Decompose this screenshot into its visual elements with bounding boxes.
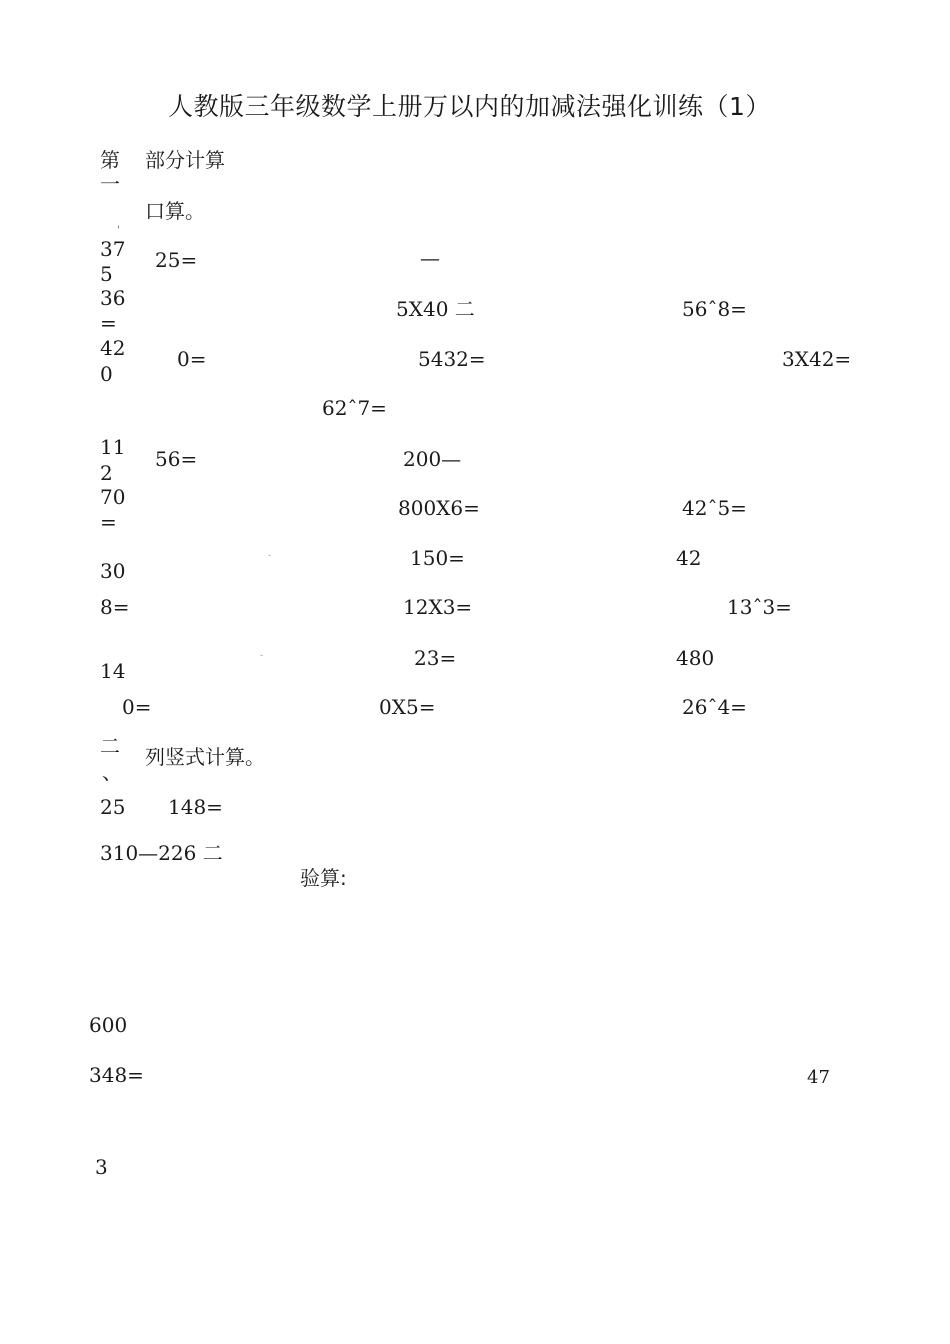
problem-row8-c: 13ˆ3= bbox=[727, 595, 792, 619]
problem-row1-a-cont: 5 bbox=[100, 262, 113, 286]
part-one-label-number: 一 bbox=[100, 172, 120, 196]
problem-row10-b: 0X5= bbox=[379, 695, 436, 719]
problem-row2-c: 56ˆ8= bbox=[682, 297, 747, 321]
problem-row3-c: 5432= bbox=[418, 347, 486, 371]
problem-row1-b: 25= bbox=[155, 248, 198, 272]
problem-row5-a-cont: 2 bbox=[100, 461, 113, 485]
vertical-problem1-a: 25 bbox=[100, 795, 126, 819]
vertical-problem3-a: 600 bbox=[89, 1013, 128, 1037]
problem-row5-b: 56= bbox=[155, 447, 198, 471]
problem-row3-a: 42 bbox=[100, 336, 126, 360]
vertical-problem2: 310—226 二 bbox=[100, 841, 223, 865]
problem-row2-b: 5X40 二 bbox=[396, 297, 475, 321]
problem-row5-a: 11 bbox=[100, 435, 126, 459]
vertical-problem3-b: 348= bbox=[89, 1063, 144, 1087]
problem-row9-a: 14 bbox=[100, 659, 126, 683]
problem-row3-a-cont: 0 bbox=[100, 362, 113, 386]
vertical-problem3-c: 47 bbox=[807, 1067, 830, 1088]
problem-row6-a-cont: = bbox=[100, 510, 117, 534]
stray-mark: - bbox=[260, 651, 264, 661]
problem-row9-c: 480 bbox=[676, 646, 715, 670]
part-one-heading: 部分计算 bbox=[145, 148, 225, 172]
oral-calc-heading: 口算。 bbox=[145, 199, 205, 223]
problem-row4-a: 62ˆ7= bbox=[322, 396, 387, 420]
problem-row2-a: 36 bbox=[100, 286, 126, 310]
problem-row6-b: 800X6= bbox=[398, 496, 480, 520]
problem-row10-c: 26ˆ4= bbox=[682, 695, 747, 719]
problem-row1-c: — bbox=[420, 246, 440, 270]
problem-row7-a: 30 bbox=[100, 559, 126, 583]
problem-row10-a: 0= bbox=[122, 695, 152, 719]
problem-row7-b: 150= bbox=[410, 546, 465, 570]
page-title: 人教版三年级数学上册万以内的加减法强化训练（1） bbox=[168, 92, 771, 121]
problem-row2-a-cont: = bbox=[100, 311, 117, 335]
problem-row3-d: 3X42= bbox=[782, 347, 852, 371]
problem-row6-c: 42ˆ5= bbox=[682, 496, 747, 520]
problem-row8-b: 12X3= bbox=[403, 595, 473, 619]
vertical-problem4: 3 bbox=[95, 1155, 108, 1179]
problem-row7-c: 42 bbox=[676, 546, 702, 570]
part-two-label-comma: 、 bbox=[102, 760, 122, 784]
stray-mark: - bbox=[268, 551, 272, 561]
part-two-label: 二 bbox=[100, 734, 120, 758]
problem-row1-a: 37 bbox=[100, 237, 126, 261]
problem-row6-a: 70 bbox=[100, 485, 126, 509]
vertical-problem1-b: 148= bbox=[168, 795, 223, 819]
problem-row9-b: 23= bbox=[414, 646, 457, 670]
stray-mark: ' bbox=[117, 225, 120, 236]
part-one-label: 第 bbox=[100, 148, 120, 172]
problem-row8-a: 8= bbox=[100, 595, 130, 619]
problem-row3-b: 0= bbox=[177, 347, 207, 371]
part-two-heading: 列竖式计算。 bbox=[145, 745, 265, 769]
problem-row5-c: 200— bbox=[403, 447, 462, 471]
check-label: 验算: bbox=[300, 866, 347, 890]
